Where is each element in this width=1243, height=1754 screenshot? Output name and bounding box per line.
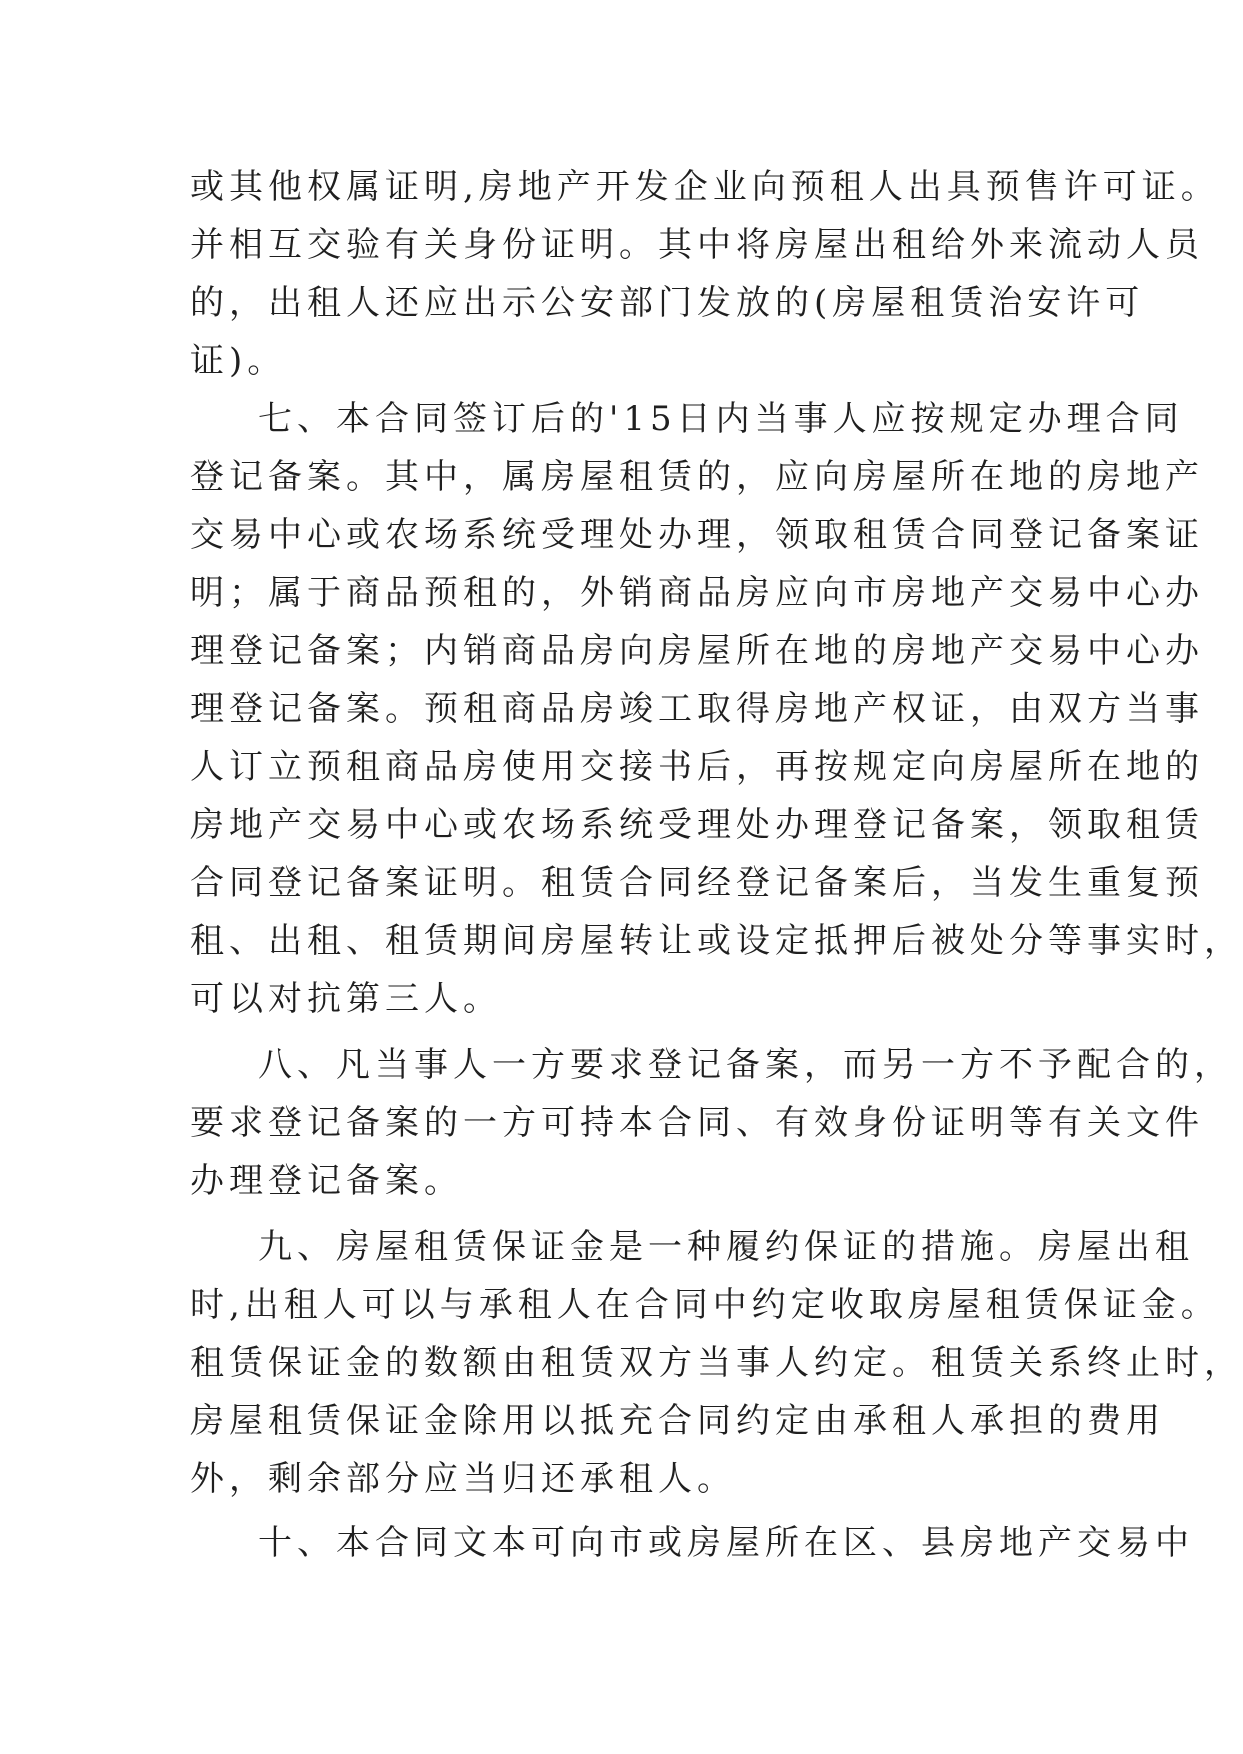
text-line: 或其他权属证明,房地产开发企业向预租人出具预售许可证。 <box>190 167 1220 207</box>
text-line: 人订立预租商品房使用交接书后，再按规定向房屋所在地的 <box>190 747 1204 787</box>
paragraph-7-start: 七、本合同签订后的'15日内当事人应按规定办理合同 <box>258 399 1184 439</box>
text-line: 登记备案。其中，属房屋租赁的，应向房屋所在地的房地产 <box>190 457 1204 497</box>
text-line: 要求登记备案的一方可持本合同、有效身份证明等有关文件 <box>190 1103 1204 1143</box>
text-line: 可以对抗第三人。 <box>190 979 502 1019</box>
text-line: 的，出租人还应出示公安部门发放的(房屋租赁治安许可 <box>190 283 1145 323</box>
paragraph-8-start: 八、凡当事人一方要求登记备案，而另一方不予配合的， <box>258 1045 1233 1085</box>
text-line: 证)。 <box>190 341 287 381</box>
text-line: 租、出租、租赁期间房屋转让或设定抵押后被处分等事实时， <box>190 921 1243 961</box>
text-line: 办理登记备案。 <box>190 1161 463 1201</box>
text-line: 并相互交验有关身份证明。其中将房屋出租给外来流动人员 <box>190 225 1204 265</box>
text-line: 房地产交易中心或农场系统受理处办理登记备案，领取租赁 <box>190 805 1204 845</box>
text-line: 租赁保证金的数额由租赁双方当事人约定。租赁关系终止时， <box>190 1343 1243 1383</box>
paragraph-9-start: 九、房屋租赁保证金是一种履约保证的措施。房屋出租 <box>258 1227 1194 1267</box>
paragraph-10-start: 十、本合同文本可向市或房屋所在区、县房地产交易中 <box>258 1523 1194 1563</box>
text-line: 时,出租人可以与承租人在合同中约定收取房屋租赁保证金。 <box>190 1285 1220 1325</box>
text-line: 理登记备案；内销商品房向房屋所在地的房地产交易中心办 <box>190 631 1204 671</box>
text-line: 房屋租赁保证金除用以抵充合同约定由承租人承担的费用 <box>190 1401 1165 1441</box>
text-line: 明；属于商品预租的，外销商品房应向市房地产交易中心办 <box>190 573 1204 613</box>
text-line: 理登记备案。预租商品房竣工取得房地产权证，由双方当事 <box>190 689 1204 729</box>
text-line: 合同登记备案证明。租赁合同经登记备案后，当发生重复预 <box>190 863 1204 903</box>
text-line: 交易中心或农场系统受理处办理，领取租赁合同登记备案证 <box>190 515 1204 555</box>
text-line: 外，剩余部分应当归还承租人。 <box>190 1459 736 1499</box>
